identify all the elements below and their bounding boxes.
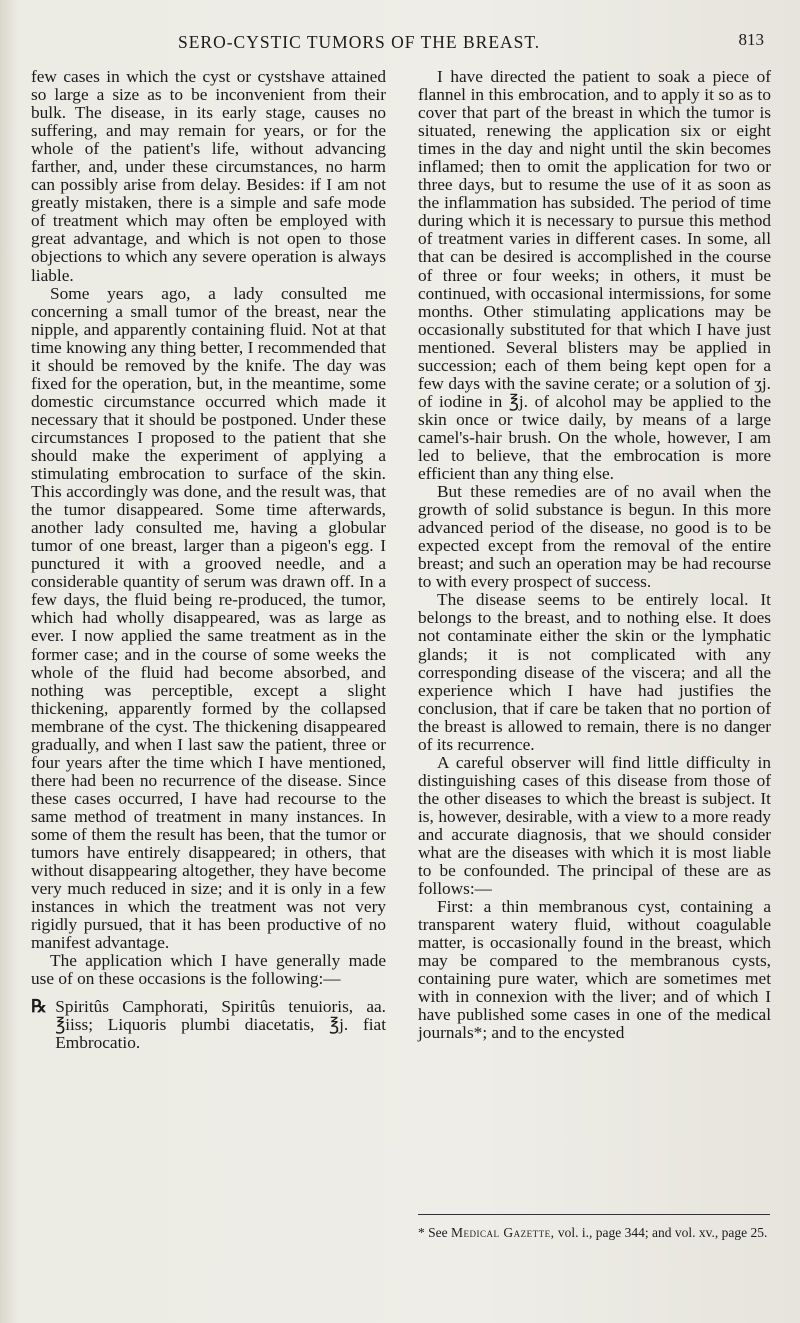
footnote-reference: vol. i., page 344; and vol. xv., page 25. [554, 1225, 768, 1240]
page-header [0, 32, 800, 56]
left-column [31, 68, 386, 1053]
paragraph: But these remedies are of no avail when the growth of solid substance is begun. In this more advanced period of the disease, no good is to be expected except from the removal of the entire breast; and such an operation may be had recourse to with every prospect of success. [418, 482, 771, 592]
footnote-prefix: * See [418, 1225, 451, 1240]
footnote-divider [418, 1214, 770, 1215]
running-title: SERO-CYSTIC TUMORS OF THE BREAST. [178, 32, 541, 52]
recipe-symbol-icon: ℞ [31, 997, 47, 1017]
paragraph: The disease seems to be entirely local. It belongs to the breast, and to nothing else. It does not contaminate either the skin or the lymphatic glands; it is not complicated with any corresponding disease of the viscera; and all the experience which I have had justifies the conclusion, that if care be taken that no portion of the breast is allowed to remain, there is no danger of its recurrence. [418, 590, 771, 754]
footnote-journal: Medical Gazette, [451, 1225, 555, 1240]
paragraph: A careful observer will find little difficulty in distinguishing cases of this disease from those of the other diseases to which the breast is subject. It is, however, desirable, with a view to a more ready and accurate diagnosis, that we should consider what are the diseases with which it is most liable to be confounded. The principal of these are as follows:— [418, 752, 771, 899]
footnote [418, 1224, 778, 1241]
paragraph: I have directed the patient to soak a piece of flannel in this embrocation, and to apply it so as to cover that part of the breast in which the tumor is situated, renewing the application six or eight times in the day and night until the skin becomes inflamed; then to omit the application for two or three days, but to resume the use of it as soon as the inflammation has subsided. The period of time during which it is necessary to pursue this method of treatment varies in different cases. In some, all that can be desired is accomplished in the course of three or four weeks; in others, it must be continued, with occasional intermissions, for some months. Other stimulating applications may be occasionally substituted for that which I have just mentioned. Several blisters may be applied in succession; each of them being kept open for a few days with the savine cerate; or a solution of ʒj. of iodine in ℥j. of alcohol may be applied to the skin once or twice daily, by means of a large camel's-hair brush. On the whole, however, I am led to believe, that the embrocation is more efficient than any thing else. [418, 67, 771, 484]
prescription [31, 998, 386, 1052]
paragraph: The application which I have generally made use of on these occasions is the following:— [31, 951, 386, 989]
paragraph: First: a thin membranous cyst, containing a transparent watery fluid, without coagulable matter, is occasionally found in the breast, which may be compared to the membranous cysts, containing pure water, which are sometimes met with in connexion with the liver; and of which I have published some cases in one of the medical journals*; and to the encysted [418, 897, 771, 1043]
page-number: 813 [738, 30, 764, 49]
right-column [418, 68, 771, 1043]
paragraph: Some years ago, a lady consulted me concerning a small tumor of the breast, near the nipple, and apparently containing fluid. Not at that time knowing any thing better, I recommended that it should be removed by the knife. The day was fixed for the operation, but, in the meantime, some domestic circumstance occurred which made it necessary that it should be postponed. Under these circumstances I proposed to the patient that she should make the experiment of applying a stimulating embrocation to surface of the skin. This accordingly was done, and the result was, that the tumor disappeared. Some time afterwards, another lady consulted me, having a globular tumor of one breast, larger than a pigeon's egg. I punctured it with a grooved needle, and a considerable quantity of serum was drawn off. In a few days, the fluid being re-produced, the tumor, which had wholly disappeared, was as large as ever. I now applied the same treatment as in the former case; and in the course of some weeks the whole of the fluid had become absorbed, and nothing was perceptible, except a slight thickening, apparently formed by the collapsed membrane of the cyst. The thickening disappeared gradually, and when I last saw the patient, three or four years after the time which I have mentioned, there had been no recurrence of the disease. Since these cases occurred, I have had recourse to the same method of treatment in many instances. In some of them the result has been, that the tumor or tumors have entirely disappeared; in others, that without disappearing altogether, they have become very much reduced in size; and it is only in a few instances in which the treatment was not very rigidly pursued, that it has been productive of no manifest advantage. [31, 283, 386, 953]
paragraph: few cases in which the cyst or cystshave attained so large a size as to be inconvenient from their bulk. The disease, in its early stage, causes no suffering, and may remain for years, or for the whole of the patient's life, without advancing farther, and, under these circumstances, no harm can possibly arise from delay. Besides: if I am not greatly mistaken, there is a simple and safe mode of treatment which may often be employed with great advantage, and which is not open to those objections to which any severe operation is always liable. [31, 67, 386, 285]
prescription-text: Spiritûs Camphorati, Spiritûs tenuioris, aa. ℥iiss; Liquoris plumbi diacetatis, ℥j. fiat Embrocatio. [55, 997, 386, 1053]
